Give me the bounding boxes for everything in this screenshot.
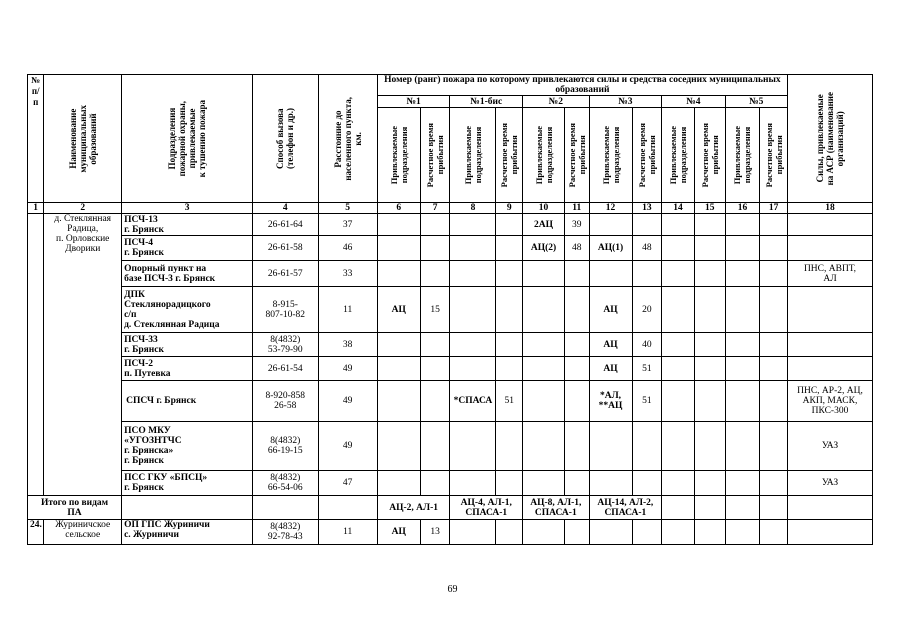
table-row bbox=[28, 214, 873, 236]
totals-rank1: АЦ-2, АЛ-1 bbox=[377, 496, 450, 520]
subheader-time: Расчетное время прибытия bbox=[565, 108, 590, 203]
table-row bbox=[28, 422, 873, 471]
distance-cell: 47 bbox=[318, 471, 377, 496]
column-number: 7 bbox=[420, 203, 450, 214]
header-rank-2: №2 bbox=[523, 96, 589, 108]
totals-rank2: АЦ-8, АЛ-1, СПАСА-1 bbox=[523, 496, 589, 520]
rank3-time-cell: 51 bbox=[632, 357, 662, 381]
column-number: 16 bbox=[725, 203, 760, 214]
unit-cell: ПСЧ-13 г. Брянск bbox=[122, 214, 253, 236]
column-number: 10 bbox=[523, 203, 565, 214]
call-cell: 8(4832) 53-79-90 bbox=[253, 333, 318, 357]
header-rank-5: №5 bbox=[725, 96, 787, 108]
header-rank-1: №1 bbox=[377, 96, 450, 108]
distance-cell: 38 bbox=[318, 333, 377, 357]
column-number: 5 bbox=[318, 203, 377, 214]
distance-cell: 37 bbox=[318, 214, 377, 236]
distance-cell: 49 bbox=[318, 422, 377, 471]
column-numbers-row bbox=[28, 203, 873, 214]
asr-cell: УАЗ bbox=[787, 422, 872, 471]
subheader-units: Привлекаемые подразделения bbox=[523, 108, 565, 203]
distance-cell: 49 bbox=[318, 381, 377, 422]
rank3-units-cell: АЦ bbox=[589, 333, 632, 357]
unit-cell: СПСЧ г. Брянск bbox=[122, 381, 253, 422]
unit-cell: ПСО МКУ «УГОЗНТЧС г. Брянска» г. Брянск bbox=[122, 422, 253, 471]
unit-cell: ПСС ГКУ «БПСЦ» г. Брянск bbox=[122, 471, 253, 496]
header-municipal: Наименование муниципальных образований bbox=[44, 75, 122, 203]
rank3-units-cell: *АЛ, **АЦ bbox=[589, 381, 632, 422]
table-row bbox=[28, 236, 873, 261]
column-number: 11 bbox=[565, 203, 590, 214]
rank3-units-cell: АЦ bbox=[589, 357, 632, 381]
rank1bis-time-cell: 51 bbox=[496, 381, 523, 422]
totals-label: Итого по видам ПА bbox=[28, 496, 122, 520]
subheader-time: Расчетное время прибытия bbox=[632, 108, 662, 203]
asr-cell: ПНС, АВПТ, АЛ bbox=[787, 261, 872, 287]
column-number: 6 bbox=[377, 203, 420, 214]
column-number: 2 bbox=[44, 203, 122, 214]
call-cell: 8-920-858 26-58 bbox=[253, 381, 318, 422]
column-number: 17 bbox=[760, 203, 788, 214]
distance-cell: 11 bbox=[318, 287, 377, 333]
rank2-units-cell: 2АЦ bbox=[523, 214, 565, 236]
header-group-title: Номер (ранг) пожара по которому привлекаются силы и средства соседних муниципальных образований bbox=[377, 75, 787, 96]
call-cell: 26-61-64 bbox=[253, 214, 318, 236]
municipal-cell: д. Стеклянная Радица, п. Орловские Дворики bbox=[44, 214, 122, 496]
unit-cell: ПСЧ-33 г. Брянск bbox=[122, 333, 253, 357]
unit-cell: ДПК Стеклянорадицкого с/п д. Стеклянная Радица bbox=[122, 287, 253, 333]
rank3-time-cell: 48 bbox=[632, 236, 662, 261]
call-cell: 26-61-54 bbox=[253, 357, 318, 381]
header-asr: Силы, привлекаемые на АСР (наименование организаций) bbox=[787, 75, 872, 203]
rank3-time-cell: 20 bbox=[632, 287, 662, 333]
distance-cell: 33 bbox=[318, 261, 377, 287]
column-number: 15 bbox=[694, 203, 725, 214]
call-cell: 8(4832) 66-19-15 bbox=[253, 422, 318, 471]
distance-cell: 46 bbox=[318, 236, 377, 261]
subheader-time: Расчетное время прибытия bbox=[694, 108, 725, 203]
table-row bbox=[28, 520, 873, 545]
call-cell: 8(4832) 66-54-06 bbox=[253, 471, 318, 496]
column-number: 8 bbox=[450, 203, 496, 214]
header-units: Подразделения пожарной охраны, привлекаемые к тушению пожара bbox=[122, 75, 253, 203]
column-number: 14 bbox=[662, 203, 695, 214]
call-cell: 26-61-58 bbox=[253, 236, 318, 261]
fire-forces-table bbox=[27, 74, 873, 545]
unit-cell: ПСЧ-4 г. Брянск bbox=[122, 236, 253, 261]
unit-cell: ПСЧ-2 п. Путевка bbox=[122, 357, 253, 381]
rank3-units-cell: АЦ(1) bbox=[589, 236, 632, 261]
subheader-units: Привлекаемые подразделения bbox=[662, 108, 695, 203]
header-rank-1bis: №1-бис bbox=[450, 96, 523, 108]
call-cell: 26-61-57 bbox=[253, 261, 318, 287]
call-cell: 8(4832) 92-78-43 bbox=[253, 520, 318, 545]
column-number: 3 bbox=[122, 203, 253, 214]
rank3-time-cell: 51 bbox=[632, 381, 662, 422]
column-number: 13 bbox=[632, 203, 662, 214]
column-number: 9 bbox=[496, 203, 523, 214]
table-row bbox=[28, 261, 873, 287]
rank3-time-cell: 40 bbox=[632, 333, 662, 357]
row-number-cell: 24. bbox=[28, 520, 44, 545]
table-row bbox=[28, 471, 873, 496]
table-row bbox=[28, 357, 873, 381]
call-cell: 8-915- 807-10-82 bbox=[253, 287, 318, 333]
distance-cell: 11 bbox=[318, 520, 377, 545]
totals-rank3: АЦ-14, АЛ-2, СПАСА-1 bbox=[589, 496, 662, 520]
rank3-units-cell: АЦ bbox=[589, 287, 632, 333]
page-number: 69 bbox=[447, 584, 458, 595]
municipal-cell: Журиничское сельское bbox=[44, 520, 122, 545]
subheader-units: Привлекаемые подразделения bbox=[589, 108, 632, 203]
table-row bbox=[28, 287, 873, 333]
rank1bis-units-cell: *СПАСА bbox=[450, 381, 496, 422]
rank1-time-cell: 15 bbox=[420, 287, 450, 333]
asr-cell: ПНС, АР-2, АЦ, АКП, МАСК, ПКС-300 bbox=[787, 381, 872, 422]
header-call: Способ вызова (телефон и др.) bbox=[253, 75, 318, 203]
subheader-units: Привлекаемые подразделения bbox=[725, 108, 760, 203]
unit-cell: Опорный пункт на базе ПСЧ-3 г. Брянск bbox=[122, 261, 253, 287]
column-number: 12 bbox=[589, 203, 632, 214]
asr-cell: УАЗ bbox=[787, 471, 872, 496]
rank2-units-cell: АЦ(2) bbox=[523, 236, 565, 261]
rank2-time-cell: 48 bbox=[565, 236, 590, 261]
header-rank-3: №3 bbox=[589, 96, 662, 108]
column-number: 1 bbox=[28, 203, 44, 214]
column-number: 18 bbox=[787, 203, 872, 214]
rank2-time-cell: 39 bbox=[565, 214, 590, 236]
row-number-cell bbox=[28, 214, 44, 496]
subheader-units: Привлекаемые подразделения bbox=[377, 108, 420, 203]
table-row bbox=[28, 381, 873, 422]
totals-row bbox=[28, 496, 873, 520]
header-rank-4: №4 bbox=[662, 96, 725, 108]
column-number: 4 bbox=[253, 203, 318, 214]
rank1-units-cell: АЦ bbox=[377, 287, 420, 333]
unit-cell: ОП ГПС Журиничи с. Журиничи bbox=[122, 520, 253, 545]
rank1-time-cell: 13 bbox=[420, 520, 450, 545]
totals-rank1bis: АЦ-4, АЛ-1, СПАСА-1 bbox=[450, 496, 523, 520]
table-row bbox=[28, 333, 873, 357]
subheader-time: Расчетное время прибытия bbox=[760, 108, 788, 203]
subheader-units: Привлекаемые подразделения bbox=[450, 108, 496, 203]
header-distance: Расстояние до населенного пункта, км. bbox=[318, 75, 377, 203]
distance-cell: 49 bbox=[318, 357, 377, 381]
subheader-time: Расчетное время прибытия bbox=[420, 108, 450, 203]
header-num: № п/п bbox=[28, 75, 44, 203]
rank1-units-cell: АЦ bbox=[377, 520, 420, 545]
subheader-time: Расчетное время прибытия bbox=[496, 108, 523, 203]
